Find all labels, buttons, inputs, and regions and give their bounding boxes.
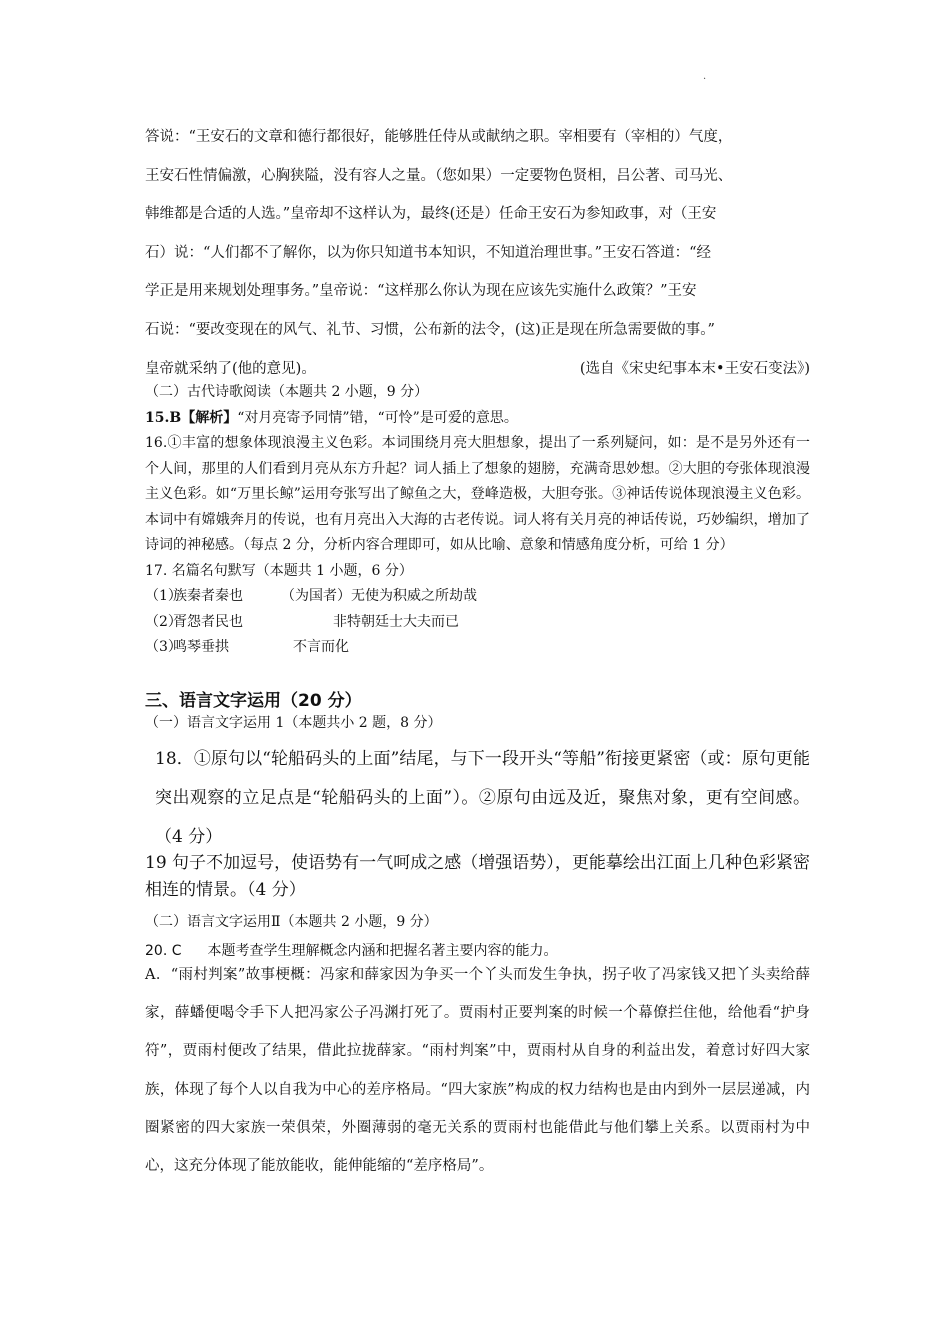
- answer-18: 18．①原句以“轮船码头的上面”结尾，与下一段开头“等船”衔接更紧密（或：原句更能突出观察的立足点是“轮船码头的上面”）。②原句由远及近，聚焦对象，更有空间感。（4 分）: [155, 749, 810, 847]
- passage-line: 学正是用来规划处理事务。”皇帝说：“这样那么你认为现在应该先实施什么政策？”王安: [145, 283, 697, 300]
- part3-heading: 三、语言文字运用（20 分）: [145, 691, 362, 711]
- section-heading: （二）古代诗歌阅读（本题共 2 小题，9 分）: [145, 384, 429, 400]
- item-answer: 鸣琴垂拱: [173, 639, 229, 655]
- passage-line: 石说：“要改变现在的风气、礼节、习惯，公布新的法令，(这)正是现在所急需要做的事。”: [145, 321, 715, 338]
- header-mark: ·: [703, 74, 707, 85]
- item-answer: 族秦者秦也: [173, 588, 243, 604]
- item-answer: （为国者）无使为积威之所劫哉: [281, 588, 477, 604]
- recite-item: [145, 610, 810, 636]
- answer-text: “对月亮寄予同情”错，“可怜”是可爱的意思。: [237, 409, 518, 426]
- answer-20-explanation-a: A．“雨村判案”故事梗概：冯家和薛家因为争买一个丫头而发生争执，拐子收了冯家钱又把丫头卖给薛家，薛蟠便喝令手下人把冯家公子冯渊打死了。贾雨村正要判案的时候一个幕僚拦住他，给他看“护身符”，贾雨村便改了结果，借此拉拢薛家。“雨村判案”中，贾雨村从自身的利益出发，着意讨好四大家族，体现了每个人以自我为中心的差序格局。“四大家族”构成的权力结构也是由内到外一层层递减，内圈紧密的四大家族一荣俱荣，外圈薄弱的毫无关系的贾雨村也能借此与他们攀上关系。以贾雨村为中心，这充分体现了能放能收，能伸能缩的“差序格局”。: [145, 967, 810, 1175]
- passage-source: (选自《宋史纪事本末•王安石变法》): [579, 360, 810, 377]
- recite-item: [145, 635, 810, 661]
- item-answer: 非特朝廷士大夫而已: [333, 613, 459, 630]
- passage-line: 石）说：“人们都不了解你，以为你只知道书本知识，不知道治理世事。”王安石答道：“经: [145, 244, 711, 261]
- item-label: （3）: [145, 639, 182, 655]
- answer-19: 19 句子不加逗号，使语势有一气呵成之感（增强语势），更能摹绘出江面上几种色彩紧密相连的情景。（4 分）: [145, 853, 810, 900]
- item-label: （1）: [145, 588, 182, 604]
- passage-line: 韩维都是合适的人选。”皇帝却不这样认为，最终(还是）任命王安石为参知政事，对（王安: [145, 206, 717, 223]
- answer-15: [145, 406, 810, 432]
- answer-number: 20. C: [145, 943, 182, 959]
- item-label: （2）: [145, 613, 182, 630]
- section-poetry: [145, 380, 810, 661]
- item-answer: 不言而化: [293, 639, 349, 655]
- section-heading: 17. 名篇名句默写（本题共 1 小题，6 分）: [145, 562, 413, 579]
- item-answer: 胥怨者民也: [173, 613, 243, 630]
- answer-number: 15.B: [145, 409, 182, 426]
- passage-line: 答说：“王安石的文章和德行都很好，能够胜任侍从或献纳之职。宰相要有（宰相的）气度，: [145, 129, 733, 145]
- passage-line: 皇帝就采纳了(他的意见)。: [145, 360, 316, 377]
- sub-heading-2: （二）语言文字运用Ⅱ（本题共 2 小题，9 分）: [145, 914, 438, 930]
- recite-item: [145, 584, 810, 610]
- passage-translation: [145, 118, 810, 388]
- answer-16: 16.①丰富的想象体现浪漫主义色彩。本词围绕月亮大胆想象，提出了一系列疑问，如：是不是另外还有一个人间，那里的人们看到月亮从东方升起？词人插上了想象的翅膀，充满奇思妙想。②大胆的夸张体现浪漫主义色彩。如“万里长鲸”运用夸张写出了鲸鱼之大，登峰造极，大胆夸张。③神话传说体现浪漫主义色彩。本词中有嫦娥奔月的传说，也有月亮出入大海的古老传说。词人将有关月亮的神话传说，巧妙编织，增加了诗词的神秘感。（每点 2 分，分析内容合理即可，如从比喻、意象和情感角度分析，可给 1 分）: [145, 435, 810, 553]
- answer-text: 本题考查学生理解概念内涵和把握名著主要内容的能力。: [207, 943, 558, 959]
- sub-heading-1: （一）语言文字运用 1（本题共小 2 题，8 分）: [145, 715, 442, 731]
- answer-tag: 【解析】: [181, 409, 238, 426]
- passage-line: 王安石性情偏激，心胸狭隘，没有容人之量。（您如果）一定要物色贤相，吕公著、司马光、: [145, 167, 733, 184]
